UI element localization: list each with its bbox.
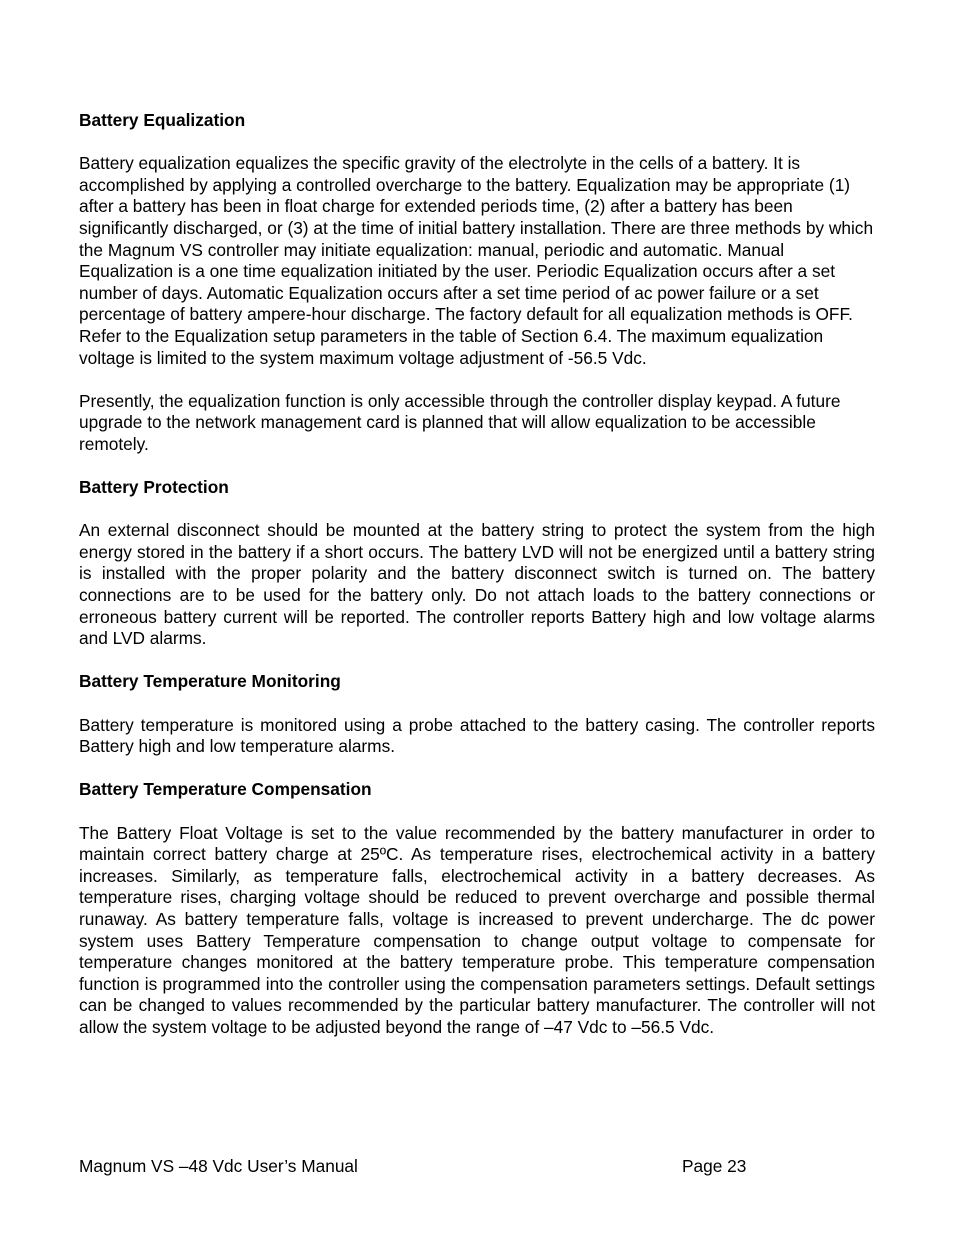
section-battery-protection	[79, 477, 875, 650]
paragraph: Battery temperature is monitored using a probe attached to the battery casing. The controller reports Battery high and low temperature alarms.	[79, 714, 875, 757]
section-battery-temperature-compensation	[79, 779, 875, 1038]
paragraph: Presently, the equalization function is only accessible through the controller display keypad. A future upgrade to the network management card is planned that will allow equalization to be accessible remotely.	[79, 390, 841, 454]
section-heading: Battery Temperature Compensation	[79, 779, 372, 800]
section-battery-equalization	[79, 110, 875, 456]
paragraph: An external disconnect should be mounted at the battery string to protect the system from the high energy stored in the battery if a short occurs. The battery LVD will not be energized until a battery string is installed with the proper polarity and the battery disconnect switch is turned on. The battery connections are to be used for the battery only. Do not attach loads to the battery connections or erroneous battery current will be reported. The controller reports Battery high and low voltage alarms and LVD alarms.	[79, 520, 875, 649]
section-heading: Battery Temperature Monitoring	[79, 671, 341, 692]
section-battery-temperature-monitoring	[79, 671, 875, 757]
footer-page-number: Page 23	[682, 1156, 747, 1176]
section-heading: Battery Equalization	[79, 110, 246, 130]
footer-manual-title: Magnum VS –48 Vdc User’s Manual	[79, 1156, 358, 1176]
paragraph: Battery equalization equalizes the specific gravity of the electrolyte in the cells of a battery. It is accomplished by applying a controlled overcharge to the battery. Equalization may be appropriate (1) after a battery has been in float charge for extended periods time, (2) after a battery has been significantly discharged, or (3) at the time of initial battery installation. There are three methods by which the Magnum VS controller may initiate equalization: manual, periodic and automatic. Manual Equalization is a one time equalization initiated by the user. Periodic Equalization occurs after a set number of days. Automatic Equalization occurs after a set time period of ac power failure or a set percentage of battery ampere-hour discharge. The factory default for all equalization methods is OFF. Refer to the Equalization setup parameters in the table of Section 6.4. The maximum equalization voltage is limited to the system maximum voltage adjustment of -56.5 Vdc.	[79, 153, 874, 368]
page-content	[79, 110, 875, 1060]
section-heading: Battery Protection	[79, 477, 229, 498]
paragraph: The Battery Float Voltage is set to the value recommended by the battery manufacturer in order to maintain correct battery charge at 25ºC. As temperature rises, electrochemical activity in a battery increases. Similarly, as temperature falls, electrochemical activity in a battery decreases. As temperature rises, charging voltage should be reduced to prevent overcharge and possible thermal runaway. As battery temperature falls, voltage is increased to prevent undercharge. The dc power system uses Battery Temperature compensation to change output voltage to compensate for temperature changes monitored at the battery temperature probe. This temperature compensation function is programmed into the controller using the compensation parameters settings. Default settings can be changed to values recommended by the particular battery manufacturer. The controller will not allow the system voltage to be adjusted beyond the range of –47 Vdc to –56.5 Vdc.	[79, 822, 875, 1037]
